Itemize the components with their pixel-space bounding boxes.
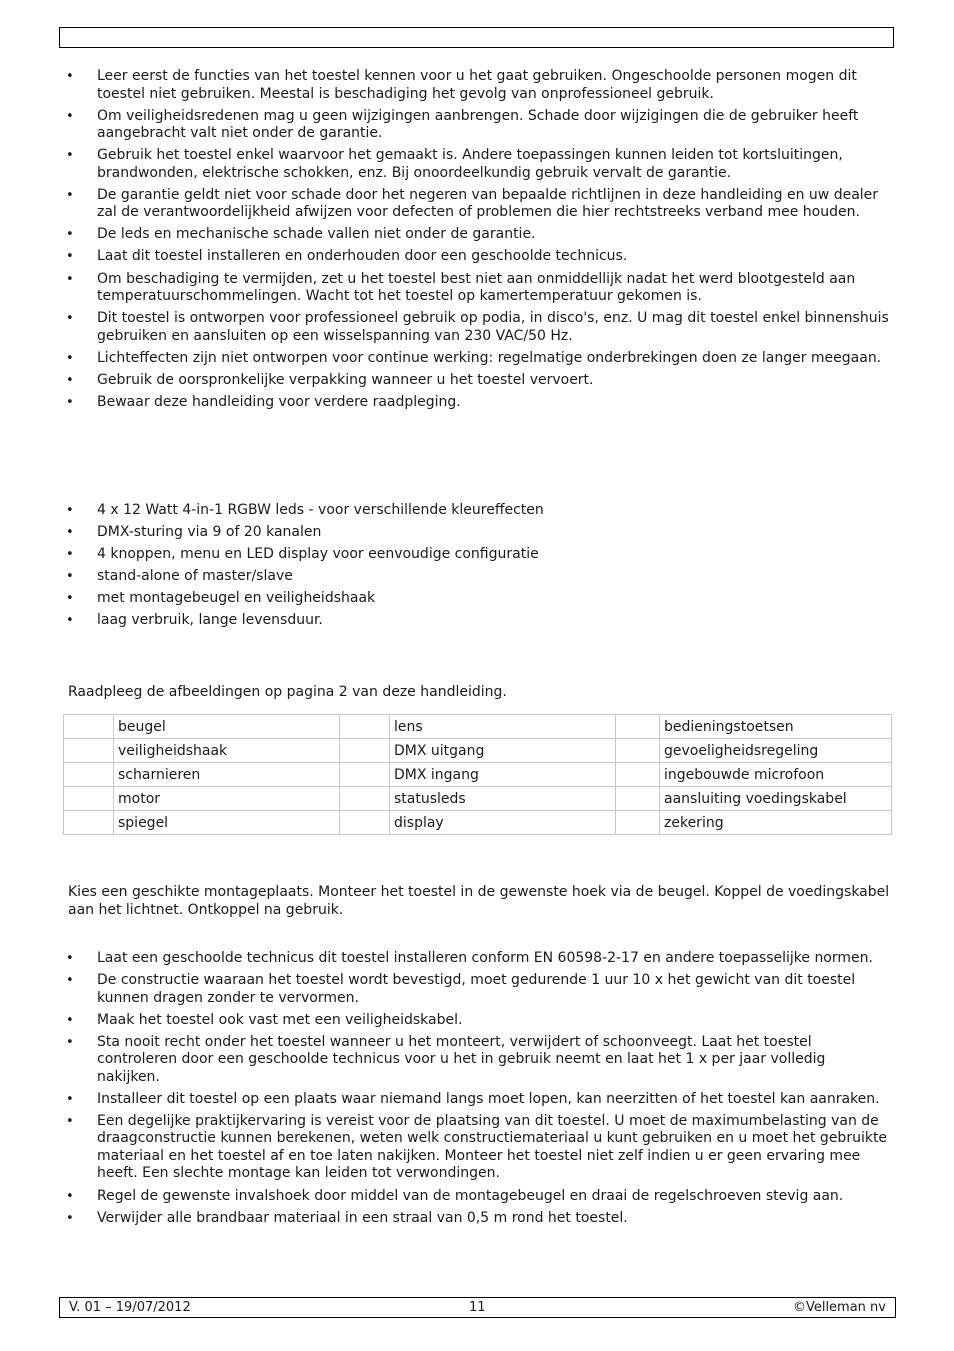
parts-table (63, 714, 892, 835)
table-cell (340, 715, 390, 739)
list-item: • Bewaar deze handleiding voor verdere raadpleging. (66, 394, 890, 412)
header-box (59, 27, 894, 48)
list-item: • Regel de gewenste invalshoek door middel van de montagebeugel en draai de regelschroeven stevig aan. (66, 1188, 890, 1206)
table-cell (64, 787, 114, 811)
list-item: • met montagebeugel en veiligheidshaak (66, 590, 890, 608)
table-cell: ingebouwde microfoon (660, 763, 892, 787)
footer-version: V. 01 – 19/07/2012 (69, 1300, 191, 1315)
safety-list (66, 68, 890, 416)
list-item: • Verwijder alle brandbaar materiaal in een straal van 0,5 m rond het toestel. (66, 1210, 890, 1228)
page-number: 11 (469, 1300, 486, 1315)
table-cell (340, 739, 390, 763)
table-cell: motor (114, 787, 340, 811)
table-cell (616, 787, 660, 811)
table-cell: bedieningstoetsen (660, 715, 892, 739)
list-item: • Om veiligheidsredenen mag u geen wijzigingen aanbrengen. Schade door wijzigingen die de gebruiker heeft aangebracht valt niet onder de garantie. (66, 108, 890, 143)
installation-intro: Kies een geschikte montageplaats. Monteer het toestel in de gewenste hoek via de beugel. Koppel de voedingskabel aan het lichtnet. Ontkoppel na gebruik. (68, 884, 890, 918)
mounting-list (66, 950, 890, 1232)
table-cell (340, 811, 390, 835)
list-item: • Gebruik de oorspronkelijke verpakking wanneer u het toestel vervoert. (66, 372, 890, 390)
list-item: • DMX-sturing via 9 of 20 kanalen (66, 524, 890, 542)
table-cell: lens (390, 715, 616, 739)
list-item: • Lichteffecten zijn niet ontworpen voor continue werking: regelmatige onderbrekingen doen ze langer meegaan. (66, 350, 890, 368)
table-cell: spiegel (114, 811, 340, 835)
table-cell: beugel (114, 715, 340, 739)
footer (59, 1297, 896, 1318)
list-item: • stand-alone of master/slave (66, 568, 890, 586)
table-cell: scharnieren (114, 763, 340, 787)
table-cell (64, 715, 114, 739)
list-item: • 4 x 12 Watt 4-in-1 RGBW leds - voor verschillende kleureffecten (66, 502, 890, 520)
table-cell (616, 811, 660, 835)
list-item: • Leer eerst de functies van het toestel kennen voor u het gaat gebruiken. Ongeschoolde personen mogen dit toestel niet gebruiken. Meestal is beschadiging het gevolg van onprofessioneel gebruik. (66, 68, 890, 103)
table-row (64, 811, 892, 835)
table-cell: zekering (660, 811, 892, 835)
list-item: • De garantie geldt niet voor schade door het negeren van bepaalde richtlijnen in deze handleiding en uw dealer zal de verantwoordelijkheid afwijzen voor defecten of problemen die hier rechtstreeks verband mee houden. (66, 187, 890, 222)
table-cell (616, 715, 660, 739)
table-cell: DMX ingang (390, 763, 616, 787)
table-cell: veiligheidshaak (114, 739, 340, 763)
table-cell (64, 739, 114, 763)
table-cell (64, 811, 114, 835)
table-cell (616, 763, 660, 787)
table-row (64, 715, 892, 739)
table-cell: DMX uitgang (390, 739, 616, 763)
list-item: • Gebruik het toestel enkel waarvoor het gemaakt is. Andere toepassingen kunnen leiden tot kortsluitingen, brandwonden, elektrische schokken, enz. Bij onoordeelkundig gebruik vervalt de garantie. (66, 147, 890, 182)
table-cell: statusleds (390, 787, 616, 811)
table-cell (340, 787, 390, 811)
list-item: • Installeer dit toestel op een plaats waar niemand langs moet lopen, kan neerzitten of het toestel kan aanraken. (66, 1091, 890, 1109)
list-item: • De constructie waaraan het toestel wordt bevestigd, moet gedurende 1 uur 10 x het gewicht van dit toestel kunnen dragen zonder te vervormen. (66, 972, 890, 1007)
list-item: • Sta nooit recht onder het toestel wanneer u het monteert, verwijdert of schoonveegt. Laat het toestel controleren door een geschoolde technicus voor u het in gebruik neemt en laat het 1 x per jaar volledig nakijken. (66, 1034, 890, 1087)
table-cell: display (390, 811, 616, 835)
list-item: • De leds en mechanische schade vallen niet onder de garantie. (66, 226, 890, 244)
list-item: • Maak het toestel ook vast met een veiligheidskabel. (66, 1012, 890, 1030)
footer-copyright: ©Velleman nv (792, 1300, 886, 1315)
table-cell (340, 763, 390, 787)
overview-intro: Raadpleeg de afbeeldingen op pagina 2 van deze handleiding. (68, 684, 507, 700)
table-cell (64, 763, 114, 787)
table-cell: aansluiting voedingskabel (660, 787, 892, 811)
table-cell (616, 739, 660, 763)
list-item: • Om beschadiging te vermijden, zet u het toestel best niet aan onmiddellijk nadat het werd blootgesteld aan temperatuurschommelingen. Wacht tot het toestel op kamertemperatuur gekomen is. (66, 271, 890, 306)
table-row (64, 763, 892, 787)
list-item: • Laat dit toestel installeren en onderhouden door een geschoolde technicus. (66, 248, 890, 266)
list-item: • Dit toestel is ontworpen voor professioneel gebruik op podia, in disco's, enz. U mag dit toestel enkel binnenshuis gebruiken en aansluiten op een wisselspanning van 230 VAC/50 Hz. (66, 310, 890, 345)
list-item: • laag verbruik, lange levensduur. (66, 612, 890, 630)
features-list (66, 502, 890, 635)
list-item: • Laat een geschoolde technicus dit toestel installeren conform EN 60598-2-17 en andere toepasselijke normen. (66, 950, 890, 968)
table-row (64, 739, 892, 763)
list-item: • Een degelijke praktijkervaring is vereist voor de plaatsing van dit toestel. U moet de maximumbelasting van de draagconstructie kunnen berekenen, weten welk constructiemateriaal u kunt gebruiken en u moet het gebruikte materiaal en het toestel af en toe laten nakijken. Monteer het toestel niet zelf indien u er geen ervaring mee heeft. Een slechte montage kan leiden tot verwondingen. (66, 1113, 890, 1183)
list-item: • 4 knoppen, menu en LED display voor eenvoudige configuratie (66, 546, 890, 564)
table-row (64, 787, 892, 811)
table-cell: gevoeligheidsregeling (660, 739, 892, 763)
